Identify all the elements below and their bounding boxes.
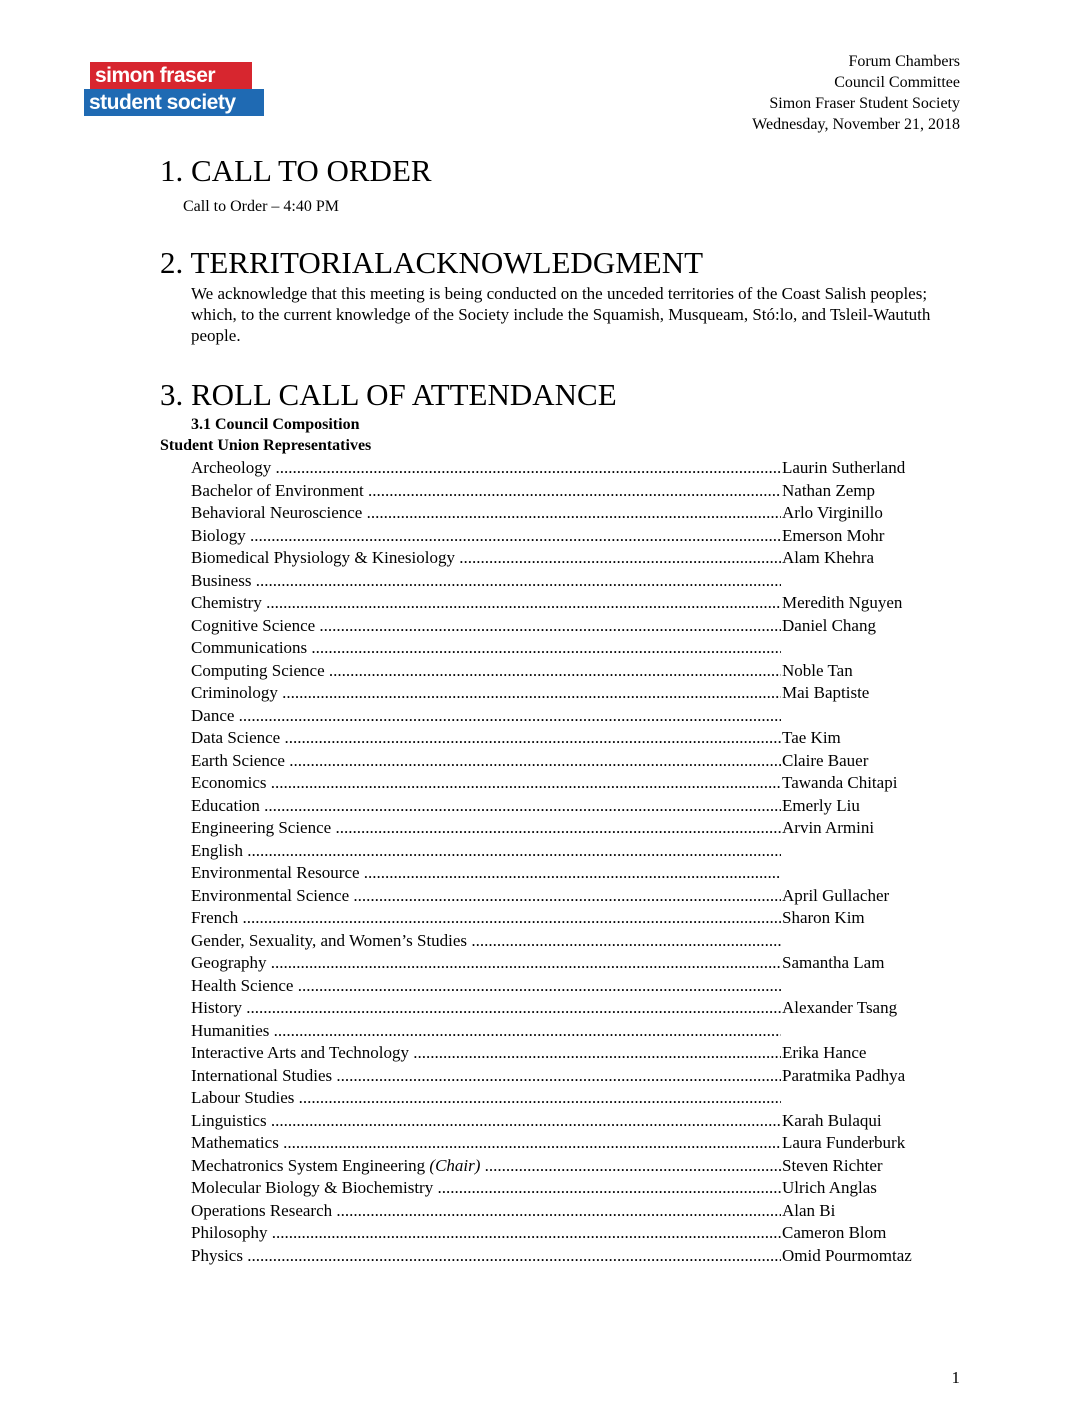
department-name — [191, 750, 781, 772]
department-name — [191, 1132, 781, 1154]
group-student-union-representatives: Student Union Representatives — [160, 437, 372, 454]
roster-row — [191, 930, 951, 953]
representative-name: Alan Bi — [782, 1200, 836, 1220]
roster-row — [191, 952, 951, 975]
department-name — [191, 1222, 781, 1244]
department-label: Geography — [191, 953, 271, 972]
department-name — [191, 997, 781, 1019]
department-name — [191, 1065, 781, 1087]
roster-row — [191, 525, 951, 548]
department-name — [191, 930, 781, 952]
roster-row — [191, 1200, 951, 1223]
department-name — [191, 502, 781, 524]
representative-name: Daniel Chang — [782, 615, 876, 635]
representative-name: Arvin Armini — [782, 818, 875, 837]
roster-row — [191, 885, 951, 908]
roster-row — [191, 795, 951, 818]
department-label: Philosophy — [191, 1223, 268, 1242]
meeting-date: Wednesday, November 21, 2018 — [752, 116, 960, 133]
roster-row — [191, 1110, 951, 1133]
representative-name: Laura Funderburk — [782, 1133, 906, 1152]
roster-row — [191, 480, 951, 503]
department-label: Gender, Sexuality, and Women’s Studies — [191, 930, 468, 950]
subheading-council-composition: 3.1 Council Composition — [191, 416, 360, 433]
roster-row — [191, 1087, 951, 1110]
department-label: French — [191, 908, 243, 927]
department-label: Mathematics — [191, 1133, 279, 1152]
roster-row — [191, 592, 951, 615]
department-label: Linguistics — [191, 1110, 271, 1130]
roster-row — [191, 840, 951, 863]
logo-line-2: student society — [84, 89, 264, 116]
department-name — [191, 885, 781, 907]
roster-row — [191, 1132, 951, 1155]
representative-name: Emerson Mohr — [782, 525, 885, 545]
roster-row — [191, 817, 951, 840]
department-label: Engineering Science — [191, 818, 336, 837]
department-name — [191, 547, 781, 569]
department-label: Physics — [191, 1245, 248, 1265]
department-label: Computing Science — [191, 660, 325, 680]
representative-name: Meredith Nguyen — [782, 593, 903, 612]
representative-name: Karah Bulaqui — [782, 1110, 882, 1130]
roster-row — [191, 1177, 951, 1200]
department-name — [191, 570, 781, 592]
department-name — [191, 952, 781, 974]
representative-name: Cameron Blom — [782, 1223, 887, 1242]
representative-name: Tawanda Chitapi — [782, 773, 898, 792]
representative-name: Emerly Liu — [782, 795, 860, 815]
page-number: 1 — [951, 1368, 960, 1387]
department-name — [191, 1245, 781, 1267]
roster-row — [191, 457, 951, 480]
department-name — [191, 840, 781, 862]
heading-roll-call: 3. ROLL CALL OF ATTENDANCE — [160, 377, 617, 412]
roster-list — [191, 457, 951, 1267]
department-name — [191, 660, 781, 682]
roster-row — [191, 1020, 951, 1043]
roster-row — [191, 1222, 951, 1245]
department-name — [191, 592, 781, 614]
department-name — [191, 817, 781, 839]
meeting-meta — [752, 51, 960, 135]
roster-row — [191, 660, 951, 683]
representative-name: Sharon Kim — [782, 908, 865, 927]
representative-name: Arlo Virginillo — [782, 503, 883, 522]
representative-name: Steven Richter — [782, 1155, 883, 1175]
representative-name: Omid Pourmomtaz — [782, 1245, 912, 1265]
department-name — [191, 480, 781, 502]
roster-row — [191, 615, 951, 638]
department-label: Archeology — [191, 458, 276, 477]
department-name — [191, 1110, 781, 1132]
department-label: Bachelor of Environment — [191, 480, 369, 500]
representative-name: Ulrich Anglas — [782, 1178, 877, 1197]
department-name — [191, 1042, 781, 1064]
department-label: Behavioral Neuroscience — [191, 503, 367, 522]
heading-territorial-acknowledgment: 2. TERRITORIALACKNOWLEDGMENT — [160, 245, 704, 280]
department-name — [191, 637, 781, 659]
representative-name: Paratmika Padhya — [782, 1065, 906, 1085]
department-label: Labour Studies — [191, 1088, 299, 1107]
representative-name: Erika Hance — [782, 1043, 867, 1062]
meeting-organization: Simon Fraser Student Society — [769, 95, 960, 112]
representative-name: April Gullacher — [782, 885, 890, 905]
department-name — [191, 1177, 781, 1199]
department-name — [191, 705, 781, 727]
territorial-acknowledgment-text: We acknowledge that this meeting is being conducted on the unceded territories of the Coast Salish peoples; which, to the current knowledge of the Society include the Squamish, Musqueam, Stó:lo, and Tsleil-Waututh people. — [191, 284, 931, 345]
department-name — [191, 525, 781, 547]
roster-row — [191, 727, 951, 750]
department-label: Earth Science — [191, 750, 290, 770]
representative-name: Noble Tan — [782, 660, 853, 680]
roster-row — [191, 682, 951, 705]
department-label: Humanities — [191, 1020, 270, 1040]
representative-name: Tae Kim — [782, 728, 841, 747]
logo-line-1: simon fraser — [90, 62, 252, 89]
department-name — [191, 1200, 781, 1222]
department-label: Cognitive Science — [191, 615, 316, 635]
department-name — [191, 975, 781, 997]
department-label: Education — [191, 795, 260, 815]
representative-name: Mai Baptiste — [782, 683, 870, 702]
meeting-location: Forum Chambers — [848, 53, 960, 70]
department-name — [191, 907, 781, 929]
department-name — [191, 795, 781, 817]
roster-row — [191, 1245, 951, 1268]
department-label: International Studies — [191, 1065, 333, 1085]
sfss-logo — [84, 62, 266, 116]
department-label: Mechatronics System Engineering — [191, 1155, 430, 1175]
department-label: Business — [191, 570, 252, 590]
representative-name: Samantha Lam — [782, 953, 885, 972]
department-label: Biomedical Physiology & Kinesiology — [191, 548, 460, 567]
department-name — [191, 1155, 781, 1177]
department-name — [191, 457, 781, 479]
representative-name: Alexander Tsang — [782, 998, 898, 1017]
department-note: (Chair) — [429, 1155, 481, 1175]
representative-name: Claire Bauer — [782, 750, 869, 770]
department-label: Criminology — [191, 683, 278, 702]
roster-row — [191, 570, 951, 593]
department-label: Biology — [191, 525, 246, 545]
call-to-order-time: Call to Order – 4:40 PM — [183, 198, 339, 215]
department-name — [191, 1020, 781, 1042]
department-label: Data Science — [191, 728, 285, 747]
department-label: Molecular Biology & Biochemistry — [191, 1178, 438, 1197]
roster-row — [191, 547, 951, 570]
department-name — [191, 727, 781, 749]
roster-row — [191, 907, 951, 930]
representative-name: Nathan Zemp — [782, 480, 875, 500]
department-label: English — [191, 840, 248, 860]
roster-row — [191, 997, 951, 1020]
department-label: Communications — [191, 638, 312, 657]
heading-call-to-order: 1. CALL TO ORDER — [160, 153, 432, 188]
department-name — [191, 1087, 781, 1109]
department-label: Dance — [191, 705, 239, 725]
department-name — [191, 615, 781, 637]
roster-row — [191, 750, 951, 773]
department-name — [191, 862, 781, 884]
roster-row — [191, 1155, 951, 1178]
roster-row — [191, 705, 951, 728]
department-label: Health Science — [191, 975, 298, 995]
department-label: Economics — [191, 773, 271, 792]
department-label: History — [191, 998, 242, 1017]
roster-row — [191, 975, 951, 998]
roster-row — [191, 1042, 951, 1065]
department-label: Chemistry — [191, 593, 267, 612]
department-label: Environmental Resource — [191, 863, 364, 882]
meeting-committee: Council Committee — [834, 74, 960, 91]
representative-name: Laurin Sutherland — [782, 458, 906, 477]
department-label: Operations Research — [191, 1200, 337, 1220]
department-name — [191, 682, 781, 704]
roster-row — [191, 772, 951, 795]
roster-row — [191, 637, 951, 660]
department-name — [191, 772, 781, 794]
department-label: Interactive Arts and Technology — [191, 1043, 410, 1062]
representative-name: Alam Khehra — [782, 548, 875, 567]
roster-row — [191, 1065, 951, 1088]
roster-row — [191, 862, 951, 885]
department-label: Environmental Science — [191, 885, 354, 905]
roster-row — [191, 502, 951, 525]
